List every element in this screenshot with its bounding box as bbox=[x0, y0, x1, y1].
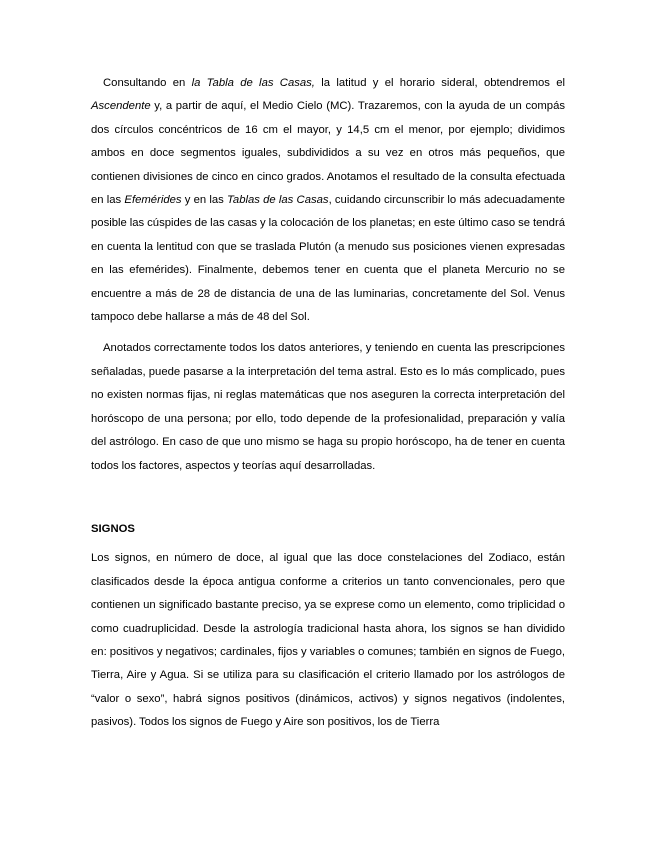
italic-run: Ascendente bbox=[91, 100, 151, 113]
text-run: y en las bbox=[181, 194, 228, 207]
paragraph-interpretacion: Anotados correctamente todos los datos anteriores, y teniendo en cuenta las prescripciones señaladas, puede pasarse a la interpretación del tema astral. Esto es lo más complicado, pues no existen normas fijas, ni reglas matemáticas que nos aseguren la correcta interpretación del horóscopo de una persona; por ello, todo depende de la profesionalidad, preparación y valía del astrólogo. En caso de que uno mismo se haga su propio horóscopo, ha de tener en cuenta todos los factores, aspectos y teorías aquí desarrolladas. bbox=[91, 342, 565, 472]
text-run: y, a partir de aquí, el Medio Cielo (MC). Trazaremos, con la ayuda de un compás dos círculos concéntricos de 16 cm el mayor, y 14,5 cm el menor, por ejemplo; dividimos ambos en doce segmentos iguales, subdivididos a su vez en otros más pequeños, que contienen divisiones de cinco en cinco grados. Anotamos el resultado de la consulta efectuada en las bbox=[91, 100, 565, 207]
paragraph-signos: Los signos, en número de doce, al igual que las doce constelaciones del Zodiaco, están clasificados desde la época antigua conforme a criterios un tanto convencionales, pero que contienen un significado bastante preciso, ya se exprese como un elemento, como triplicidad o como cuadruplicidad. Desde la astrología tradicional hasta ahora, los signos se han dividido en: positivos y negativos; cardinales, fijos y variables o comunes; también en signos de Fuego, Tierra, Aire y Agua. Si se utiliza para su clasificación el criterio llamado por los astrólogos de “valor o sexo”, habrá signos positivos (dinámicos, activos) y signos negativos (indolentes, pasivos). Todos los signos de Fuego y Aire son positivos, los de Tierra bbox=[91, 552, 565, 729]
text-run: la latitud y el horario sideral, obtendremos el bbox=[314, 77, 565, 89]
text-run: , cuidando circunscribir lo más adecuadamente posible las cúspides de las casas y la colocación de los planetas; en este último caso se tendrá en cuenta la lentitud con que se traslada Plutón (a menudo sus posiciones vienen expresadas en las efemérides). Finalmente, debemos tener en cuenta que el planeta Mercurio no se encuentre a más de 28 de distancia de una de las luminarias, concretamente del Sol. Venus tampoco debe hallarse a más de 48 del Sol. bbox=[91, 194, 565, 324]
italic-run: Efemérides bbox=[124, 194, 182, 207]
section-heading-signos: SIGNOS bbox=[91, 522, 135, 535]
italic-run: la Tabla de las Casas, bbox=[191, 77, 315, 89]
italic-run: Tablas de las Casas bbox=[227, 194, 329, 207]
document-page bbox=[91, 72, 565, 735]
paragraph-casas bbox=[91, 72, 565, 329]
text-run: Consultando en bbox=[103, 77, 192, 89]
